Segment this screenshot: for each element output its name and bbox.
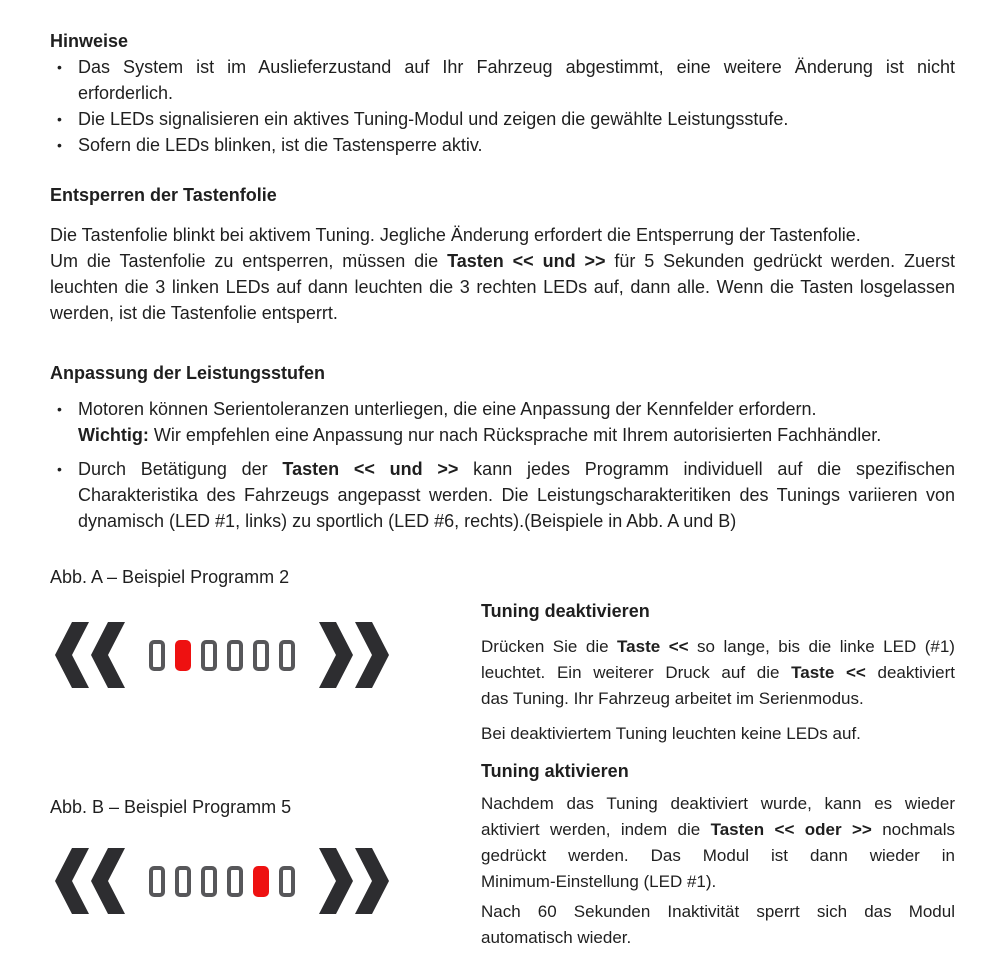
bullet-icon: • bbox=[57, 137, 62, 153]
section-title-tuning-aktivieren: Tuning aktivieren bbox=[481, 761, 629, 781]
figure-b-led-panel bbox=[55, 848, 450, 914]
bullet-icon: • bbox=[57, 111, 62, 127]
text-line: Bei deaktiviertem Tuning leuchten keine LEDs auf. bbox=[481, 724, 861, 743]
anpassung-bullet-list bbox=[50, 396, 955, 534]
led-1-off bbox=[149, 866, 165, 897]
bullet-icon: • bbox=[57, 401, 62, 417]
text-line: Sofern die LEDs blinken, ist die Tastensperre aktiv. bbox=[78, 135, 483, 155]
led-strip bbox=[149, 866, 295, 897]
text-line: werden, ist die Tastenfolie entsperrt. bbox=[50, 303, 338, 323]
list-item bbox=[50, 456, 955, 534]
figure-a-label: Abb. A – Beispiel Programm 2 bbox=[50, 567, 290, 587]
list-item bbox=[50, 54, 955, 106]
led-6-off bbox=[279, 640, 295, 671]
text-line: Motoren können Serientoleranzen unterliegen, die eine Anpassung der Kennfelder erfordern. bbox=[78, 399, 817, 419]
double-chevron-left-icon bbox=[55, 848, 125, 914]
double-chevron-right-icon bbox=[319, 622, 389, 688]
led-3-off bbox=[201, 866, 217, 897]
list-item bbox=[50, 106, 955, 132]
section-title-entsperren: Entsperren der Tastenfolie bbox=[50, 185, 277, 205]
figures-column bbox=[50, 534, 450, 914]
section-title-hinweise: Hinweise bbox=[50, 31, 129, 51]
aktivieren-paragraph bbox=[481, 791, 955, 895]
figure-b-label: Abb. B – Beispiel Programm 5 bbox=[50, 797, 292, 817]
led-5-active bbox=[253, 866, 269, 897]
list-item bbox=[50, 396, 955, 448]
bullet-text bbox=[78, 456, 955, 534]
deaktivieren-note bbox=[481, 721, 955, 747]
text-line: Nach 60 Sekunden Inaktivität sperrt sich das Modul bbox=[481, 902, 955, 921]
text-line: gedrückt werden. Das Modul ist dann wieder in bbox=[481, 846, 955, 865]
text-line: Minimum-Einstellung (LED #1). bbox=[481, 872, 717, 891]
led-4-off bbox=[227, 640, 243, 671]
figure-a-led-panel bbox=[55, 622, 450, 688]
instructions-column bbox=[481, 534, 955, 951]
led-2-off bbox=[175, 866, 191, 897]
bullet-text bbox=[78, 396, 955, 448]
text-line: Um die Tastenfolie zu entsperren, müssen die Tasten << und >> für 5 Sekunden gedrückt werden. Zuerst bbox=[50, 251, 955, 271]
bullet-icon: • bbox=[57, 59, 62, 75]
entsperren-paragraph bbox=[50, 222, 955, 326]
list-item bbox=[50, 132, 955, 158]
text-line: aktiviert werden, indem die Tasten << oder >> nochmals bbox=[481, 820, 955, 839]
led-6-off bbox=[279, 866, 295, 897]
bullet-text bbox=[78, 132, 955, 158]
text-line: das Tuning. Ihr Fahrzeug arbeitet im Serienmodus. bbox=[481, 689, 864, 708]
text-line: dynamisch (LED #1, links) zu sportlich (LED #6, rechts).(Beispiele in Abb. A und B) bbox=[78, 511, 737, 531]
led-4-off bbox=[227, 866, 243, 897]
double-chevron-right-icon bbox=[319, 848, 389, 914]
led-5-off bbox=[253, 640, 269, 671]
hinweise-bullet-list bbox=[50, 54, 955, 158]
text-line: automatisch wieder. bbox=[481, 928, 632, 947]
text-line: Durch Betätigung der Tasten << und >> kann jedes Programm individuell auf die spezifischen bbox=[78, 459, 956, 479]
double-chevron-left-icon bbox=[55, 622, 125, 688]
aktivieren-note bbox=[481, 899, 955, 951]
text-line: Wichtig: Wir empfehlen eine Anpassung nur nach Rücksprache mit Ihrem autorisierten Fachhändler. bbox=[78, 425, 882, 445]
text-line: Die Tastenfolie blinkt bei aktivem Tuning. Jegliche Änderung erfordert die Entsperrung der Tastenfolie. bbox=[50, 225, 861, 245]
section-title-anpassung: Anpassung der Leistungsstufen bbox=[50, 363, 326, 383]
text-line: leuchtet. Ein weiterer Druck auf die Taste << deaktiviert bbox=[481, 663, 955, 682]
led-3-off bbox=[201, 640, 217, 671]
text-line: Charakteristika des Fahrzeugs angepasst werden. Die Leistungscharakteritiken des Tunings variieren von bbox=[78, 485, 955, 505]
deaktivieren-paragraph bbox=[481, 634, 955, 712]
text-line: Drücken Sie die Taste << so lange, bis die linke LED (#1) bbox=[481, 637, 955, 656]
section-title-tuning-deaktivieren: Tuning deaktivieren bbox=[481, 601, 650, 621]
bullet-text bbox=[78, 106, 955, 132]
led-2-active bbox=[175, 640, 191, 671]
text-line: Die LEDs signalisieren ein aktives Tuning-Modul und zeigen die gewählte Leistungsstufe. bbox=[78, 109, 789, 129]
led-1-off bbox=[149, 640, 165, 671]
led-strip bbox=[149, 640, 295, 671]
bullet-icon: • bbox=[57, 461, 62, 477]
text-line: erforderlich. bbox=[78, 83, 174, 103]
bullet-text bbox=[78, 54, 955, 106]
text-line: Nachdem das Tuning deaktiviert wurde, kann es wieder bbox=[481, 794, 955, 813]
figures-and-instructions bbox=[50, 534, 955, 951]
text-line: Das System ist im Auslieferzustand auf Ihr Fahrzeug abgestimmt, eine weitere Änderung ist nicht bbox=[78, 57, 955, 77]
text-line: leuchten die 3 linken LEDs auf dann leuchten die 3 rechten LEDs auf, dann alle. Wenn die Tasten losgelassen bbox=[50, 277, 955, 297]
